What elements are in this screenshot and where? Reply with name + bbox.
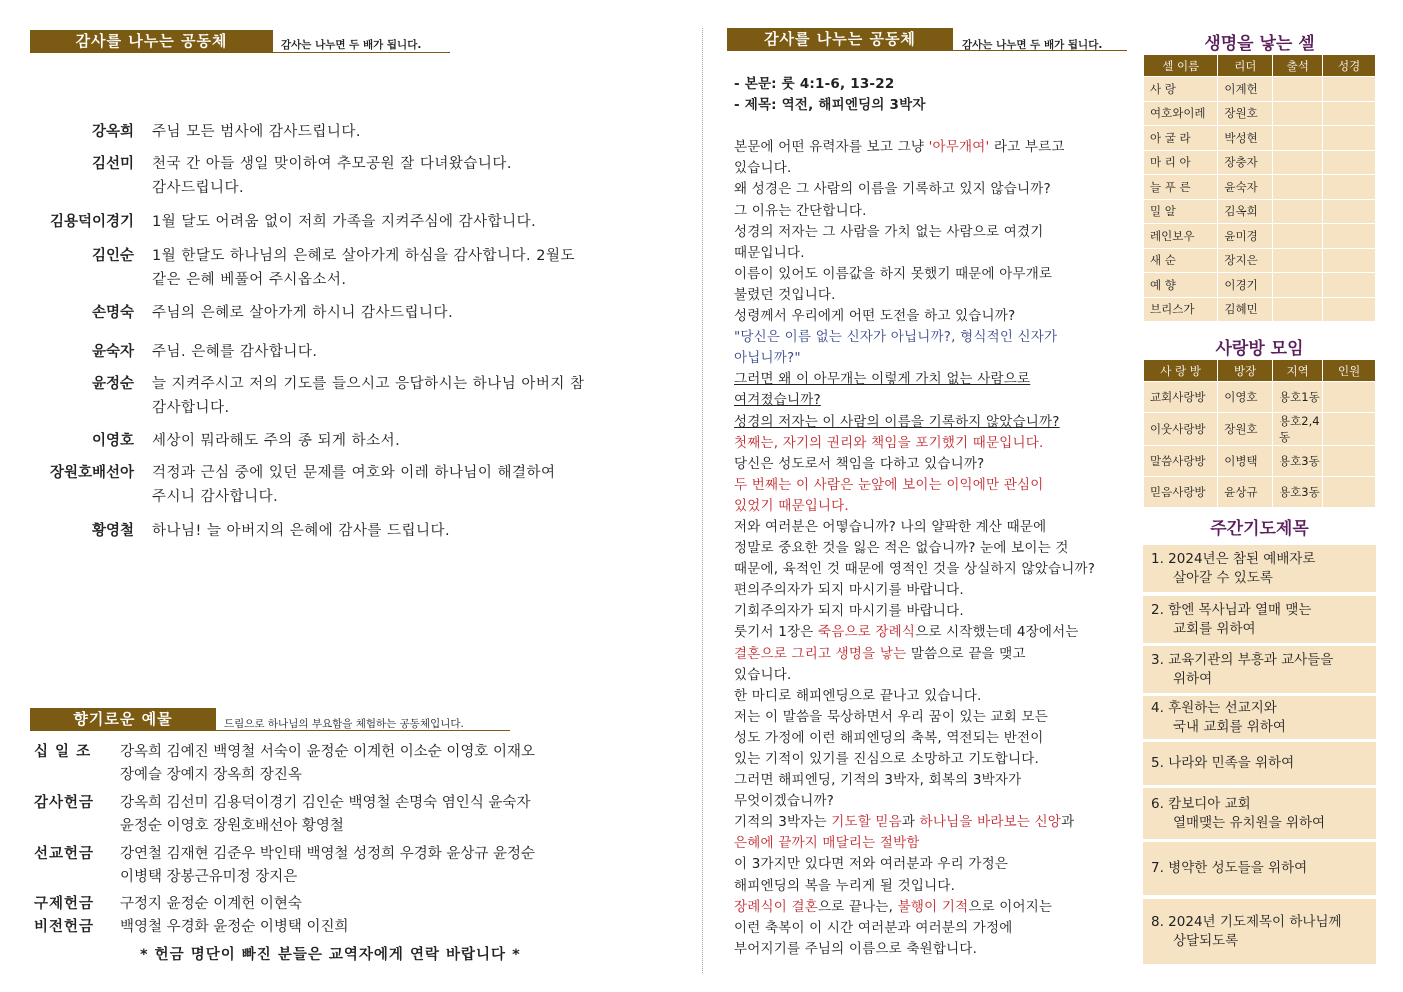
table-cell <box>1273 297 1323 322</box>
sermon-line <box>734 686 1139 707</box>
prayer-text <box>1151 913 1342 951</box>
table-cell <box>1273 150 1323 175</box>
table-header-cell: 사 랑 방 <box>1144 360 1218 382</box>
thanks-text <box>152 152 692 200</box>
sermon-segment: 성령께서 우리에게 어떤 도전을 하고 있습니까? <box>734 308 1016 325</box>
prayer-line: 위하여 <box>1173 670 1213 687</box>
prayer-text <box>1151 859 1307 878</box>
table-header-cell: 리더 <box>1218 55 1273 77</box>
table-cell <box>1323 101 1376 126</box>
prayer-line: 4. 후원하는 선교지와 <box>1151 699 1277 716</box>
table-row <box>1144 446 1376 477</box>
offering-notice: * 헌금 명단이 빠진 분들은 교역자에게 연락 바랍니다 * <box>140 947 521 963</box>
table-header-cell: 지역 <box>1273 360 1323 382</box>
table-cell: 장지은 <box>1218 248 1273 273</box>
table-row <box>1144 382 1376 413</box>
sermon-segment: 때문에, 육적인 것 때문에 영적인 것을 상실하지 않았습니까? <box>734 561 1096 578</box>
table-cell: 말씀사랑방 <box>1144 446 1218 477</box>
table-cell: 예 향 <box>1144 273 1218 298</box>
table-cell <box>1323 77 1376 102</box>
table-row <box>1144 273 1376 298</box>
table-row <box>1144 175 1376 200</box>
sermon-line <box>734 201 1139 222</box>
sermon-segment: 으로 이어지는 <box>968 898 1053 915</box>
sermon-line <box>734 601 1139 622</box>
table-cell: 김혜민 <box>1218 297 1273 322</box>
thanks-name: 손명숙 <box>91 305 134 321</box>
thanks-text-line: 주님 모든 범사에 감사드립니다. <box>152 124 362 140</box>
sermon-line <box>734 412 1139 433</box>
room-table <box>1143 359 1376 508</box>
thanks-text-line: 늘 지켜주시고 저의 기도를 들으시고 응답하시는 하나님 아버지 참 <box>152 376 585 392</box>
prayer-line: 열매맺는 유치원을 위하여 <box>1173 814 1326 831</box>
cell-table-title: 생명을 낳는 셀 <box>1204 34 1315 54</box>
thanks-name: 김용덕이경기 <box>49 214 134 230</box>
sermon-line <box>734 918 1139 939</box>
offering-names-line: 구정지 윤정순 이계헌 이현숙 <box>120 896 302 912</box>
table-cell: 이경기 <box>1218 273 1273 298</box>
sermon-title: - 제목: 역전, 해피엔딩의 3박자 <box>734 97 926 114</box>
sermon-line <box>734 390 1139 411</box>
table-cell <box>1273 175 1323 200</box>
prayer-line: 교회를 위하여 <box>1173 620 1256 637</box>
thanks-text-line: 1월 한달도 하나님의 은혜로 살아가게 하심을 감사합니다. 2월도 <box>152 248 575 264</box>
sermon-segment: 두 번째는 이 사람은 눈앞에 보이는 이익에만 관심이 <box>734 476 1044 493</box>
table-row <box>1144 77 1376 102</box>
thanks-text-line: 같은 은혜 베풀어 주시옵소서. <box>152 272 347 288</box>
table-cell <box>1273 248 1323 273</box>
table-cell <box>1323 175 1376 200</box>
sermon-segment: 이런 축복이 이 시간 여러분과 여러분의 가정에 <box>734 919 1013 936</box>
offering-names-line: 강옥희 김선미 김용덕이경기 김인순 백영철 손명숙 염인식 윤숙자 <box>120 795 531 811</box>
offering-section-subtitle: 드림으로 하나님의 부요함을 체험하는 공동체입니다. <box>224 718 464 730</box>
table-cell: 밀 알 <box>1144 199 1218 224</box>
table-header-cell: 출석 <box>1273 55 1323 77</box>
table-cell: 이영호 <box>1218 382 1273 413</box>
thanks-text <box>152 461 692 509</box>
offering-names <box>120 792 680 838</box>
table-cell: 늘 푸 른 <box>1144 175 1218 200</box>
sermon-line <box>734 517 1139 538</box>
sermon-line <box>734 622 1139 643</box>
sermon-segment: 편의주의자가 되지 마시기를 바랍니다. <box>734 582 964 599</box>
sermon-line <box>734 665 1139 686</box>
sermon-line <box>734 222 1139 243</box>
sermon-segment: 불렸던 것입니다. <box>734 286 836 303</box>
sermon-segment: 불행이 기적 <box>897 898 969 915</box>
table-row <box>1144 126 1376 151</box>
table-cell: 믿음사랑방 <box>1144 477 1218 508</box>
table-cell <box>1323 248 1376 273</box>
table-row <box>1144 413 1376 446</box>
sermon-segment: 그러면 해피엔딩, 기적의 3박자, 회복의 3박자가 <box>734 772 1022 789</box>
prayer-text <box>1151 699 1286 737</box>
thanks-section-header: 감사를 나누는 공동체 <box>30 30 273 52</box>
table-cell <box>1323 150 1376 175</box>
thanks-text <box>152 340 692 364</box>
sermon-line <box>734 707 1139 728</box>
offering-header-underline <box>30 730 510 731</box>
sermon-segment: 기도할 믿음 <box>831 814 902 831</box>
table-header-cell: 셀 이름 <box>1144 55 1218 77</box>
room-table-title: 사랑방 모임 <box>1215 339 1304 359</box>
thanks-name: 장원호배선아 <box>49 465 134 481</box>
sermon-segment: 왜 성경은 그 사람의 이름을 기록하고 있지 않습니까? <box>734 181 1051 198</box>
sermon-line <box>734 770 1139 791</box>
sermon-section-header: 감사를 나누는 공동체 <box>727 28 953 50</box>
sermon-line <box>734 538 1139 559</box>
sermon-body <box>734 74 1139 960</box>
table-cell: 이웃사랑방 <box>1144 413 1218 446</box>
prayer-line: 국내 교회를 위하여 <box>1173 718 1286 735</box>
offering-names-line: 윤정순 이영호 장원호배선아 황영철 <box>120 818 344 834</box>
offering-names-line: 장예슬 장예지 장옥희 장진옥 <box>120 767 302 783</box>
thanks-text-line: 걱정과 근심 중에 있던 문제를 여호와 이레 하나님이 해결하여 <box>152 465 556 481</box>
sermon-segment: 정말로 중요한 것을 잃은 적은 없습니까? 눈에 보이는 것 <box>734 540 1069 557</box>
thanks-name: 김인순 <box>91 248 134 264</box>
sermon-line <box>734 454 1139 475</box>
prayer-title: 주간기도제목 <box>1210 519 1309 539</box>
sermon-line <box>734 854 1139 875</box>
sermon-line <box>734 179 1139 200</box>
prayer-text <box>1151 550 1315 588</box>
sermon-line <box>734 644 1139 665</box>
sermon-line <box>734 580 1139 601</box>
table-cell: 교회사랑방 <box>1144 382 1218 413</box>
prayer-item <box>1143 596 1376 643</box>
table-header-row <box>1144 360 1376 382</box>
sermon-segment: 라고 부르고 <box>989 139 1065 156</box>
thanks-text-line: 천국 간 아들 생일 맞이하여 추모공원 잘 다녀왔습니다. <box>152 156 513 172</box>
sermon-segment: 으로 끝나는, <box>817 898 898 915</box>
prayer-item <box>1143 842 1376 895</box>
thanks-text-line: 세상이 뭐라해도 주의 종 되게 하소서. <box>152 433 401 449</box>
table-row <box>1144 248 1376 273</box>
sermon-segment: 있었기 때문입니다. <box>734 497 849 514</box>
table-cell: 장원호 <box>1218 101 1273 126</box>
prayer-line: 8. 2024년 기도제목이 하나님께 <box>1151 913 1342 930</box>
prayer-item <box>1143 788 1376 839</box>
table-cell <box>1323 273 1376 298</box>
thanks-text-line: 주시니 감사합니다. <box>152 489 279 505</box>
thanks-text <box>152 372 692 420</box>
table-row <box>1144 150 1376 175</box>
offering-names-line: 백영철 우경화 윤정순 이병택 이진희 <box>120 919 349 935</box>
table-cell <box>1273 224 1323 249</box>
prayer-text <box>1151 795 1325 833</box>
sermon-segment: 이름이 있어도 이름값을 하지 못했기 때문에 아무개로 <box>734 265 1053 282</box>
prayer-line: 1. 2024년은 참된 예배자로 <box>1151 550 1316 567</box>
sermon-line <box>734 833 1139 854</box>
table-cell <box>1323 477 1376 508</box>
prayer-item <box>1143 545 1376 592</box>
table-cell: 새 순 <box>1144 248 1218 273</box>
sermon-line <box>734 876 1139 897</box>
table-cell: 이병택 <box>1218 446 1273 477</box>
offering-label: 십 일 조 <box>34 744 92 760</box>
sermon-segment: 죽음으로 장례식 <box>817 624 916 641</box>
table-cell: 윤상규 <box>1218 477 1273 508</box>
offering-names-line: 강연철 김재현 김준우 박인태 백영철 성정희 우경화 윤상규 윤정순 <box>120 846 536 862</box>
table-cell: 마 리 아 <box>1144 150 1218 175</box>
sermon-segment: 룻기서 1장은 <box>734 624 818 641</box>
sermon-line <box>734 348 1139 369</box>
sermon-segment: 저는 이 말씀을 묵상하면서 우리 꿈이 있는 교회 모든 <box>734 708 1048 725</box>
table-cell: 레인보우 <box>1144 224 1218 249</box>
sermon-segment: 당신은 성도로서 책임을 다하고 있습니까? <box>734 455 985 472</box>
table-cell: 아 굴 라 <box>1144 126 1218 151</box>
offering-label: 구제헌금 <box>34 896 95 912</box>
sermon-line <box>734 728 1139 749</box>
sermon-segment: 말씀으로 끝을 맺고 <box>906 645 1026 662</box>
sermon-line <box>734 433 1139 454</box>
sermon-segment: 있습니다. <box>734 666 792 683</box>
table-cell: 용호2,4동 <box>1273 413 1323 446</box>
thanks-text-line: 감사드립니다. <box>152 180 245 196</box>
offering-label: 선교헌금 <box>34 846 95 862</box>
table-cell <box>1323 126 1376 151</box>
sermon-segment: 있습니다. <box>734 160 792 177</box>
table-cell: 윤숙자 <box>1218 175 1273 200</box>
thanks-text <box>152 429 692 453</box>
sermon-segment: 으로 시작했는데 4장에서는 <box>915 624 1079 641</box>
table-header-row <box>1144 55 1376 77</box>
table-header-cell: 인원 <box>1323 360 1376 382</box>
thanks-text-line: 주님의 은혜로 살아가게 하시니 감사드립니다. <box>152 305 454 321</box>
sermon-segment: '아무개여' <box>928 139 990 156</box>
thanks-name: 강옥희 <box>91 124 134 140</box>
thanks-name: 이영호 <box>91 433 134 449</box>
sermon-segment: 성경의 저자는 그 사람을 가치 없는 사람으로 여겼기 <box>734 223 1044 240</box>
sermon-segment: 아닙니까?" <box>734 350 801 367</box>
table-cell <box>1273 126 1323 151</box>
thanks-text-line: 주님. 은혜를 감사합니다. <box>152 344 318 360</box>
sermon-section-subtitle: 감사는 나누면 두 배가 됩니다. <box>962 39 1103 51</box>
table-cell <box>1273 199 1323 224</box>
table-cell: 이계헌 <box>1218 77 1273 102</box>
thanks-header-underline <box>30 52 450 53</box>
sermon-segment: 부어지기를 주님의 이름으로 축원합니다. <box>734 940 978 957</box>
sermon-segment: 과 <box>1061 814 1075 831</box>
sermon-segment: 하나님을 바라보는 신앙 <box>919 814 1062 831</box>
thanks-text-line: 감사합니다. <box>152 400 230 416</box>
offering-label: 감사헌금 <box>34 795 95 811</box>
offering-section-header: 향기로운 예물 <box>30 708 216 730</box>
sermon-line <box>734 791 1139 812</box>
prayer-line: 3. 교육기관의 부흥과 교사들을 <box>1151 651 1334 668</box>
sermon-line <box>734 475 1139 496</box>
sermon-segment: 여겨졌습니까? <box>734 392 821 409</box>
sermon-segment: 성도 가정에 이런 해피엔딩의 축복, 역전되는 반전이 <box>734 729 1044 746</box>
thanks-text <box>152 120 692 144</box>
sermon-segment: 있는 기적이 있기를 진심으로 소망하고 기도합니다. <box>734 751 1040 767</box>
sermon-header-underline <box>727 50 1127 51</box>
table-cell: 브리스가 <box>1144 297 1218 322</box>
prayer-text <box>1151 651 1333 689</box>
sermon-segment: 첫째는, 자기의 권리와 책임을 포기했기 때문입니다. <box>734 434 1044 451</box>
table-cell <box>1323 382 1376 413</box>
table-cell <box>1273 273 1323 298</box>
sermon-line <box>734 306 1139 327</box>
prayer-item <box>1143 696 1376 739</box>
offering-names-line: 이병택 장봉근유미정 장지은 <box>120 869 298 885</box>
sermon-segment: 해피엔딩의 복을 누리게 될 것입니다. <box>734 877 956 894</box>
sermon-segment: 장례식이 결혼 <box>734 898 818 915</box>
table-cell <box>1323 446 1376 477</box>
sermon-segment: 기회주의자가 되지 마시기를 바랍니다. <box>734 603 964 620</box>
table-cell: 박성현 <box>1218 126 1273 151</box>
offering-names <box>120 843 680 889</box>
table-cell: 여호와이레 <box>1144 101 1218 126</box>
sermon-line <box>734 812 1139 833</box>
table-cell: 용호3동 <box>1273 477 1323 508</box>
sermon-line <box>734 559 1139 580</box>
table-header-cell: 방장 <box>1218 360 1273 382</box>
sermon-segment: 기적의 3박자는 <box>734 814 832 831</box>
table-cell: 장충자 <box>1218 150 1273 175</box>
prayer-item <box>1143 646 1376 693</box>
sermon-line <box>734 137 1139 158</box>
table-row <box>1144 224 1376 249</box>
table-cell: 용호3동 <box>1273 446 1323 477</box>
table-cell <box>1273 101 1323 126</box>
sermon-segment: 결혼으로 그리고 생명을 낳는 <box>734 645 907 662</box>
table-cell: 사 랑 <box>1144 77 1218 102</box>
prayer-line: 상달되도록 <box>1173 932 1239 949</box>
sermon-line <box>734 496 1139 517</box>
thanks-name: 김선미 <box>91 156 134 172</box>
table-cell <box>1323 199 1376 224</box>
table-cell <box>1323 224 1376 249</box>
offering-names-line: 강옥희 김예진 백영철 서숙이 윤정순 이계헌 이소순 이영호 이재오 <box>120 744 536 760</box>
sermon-segment: 그 이유는 간단합니다. <box>734 202 867 219</box>
table-row <box>1144 297 1376 322</box>
thanks-text <box>152 244 692 292</box>
prayer-line: 살아갈 수 있도록 <box>1173 569 1273 586</box>
sermon-line <box>734 264 1139 285</box>
table-row <box>1144 101 1376 126</box>
prayer-text <box>1151 754 1294 773</box>
sermon-segment: 본문에 어떤 유력자를 보고 그냥 <box>734 139 929 156</box>
sermon-segment: 저와 여러분은 어떻습니까? 나의 얄팍한 계산 때문에 <box>734 518 1047 535</box>
thanks-section-subtitle: 감사는 나누면 두 배가 됩니다. <box>281 39 422 51</box>
table-cell <box>1273 77 1323 102</box>
table-cell <box>1323 413 1376 446</box>
sermon-line <box>734 285 1139 306</box>
thanks-text <box>152 519 692 543</box>
sermon-line <box>734 369 1139 390</box>
table-cell: 김옥희 <box>1218 199 1273 224</box>
thanks-name: 윤숙자 <box>91 344 134 360</box>
thanks-text <box>152 210 692 234</box>
table-cell <box>1323 297 1376 322</box>
thanks-text <box>152 301 692 325</box>
prayer-item <box>1143 742 1376 785</box>
table-cell: 용호1동 <box>1273 382 1323 413</box>
sermon-segment: 무엇이겠습니까? <box>734 793 835 810</box>
table-row <box>1144 199 1376 224</box>
table-row <box>1144 477 1376 508</box>
sermon-segment: "당신은 이름 없는 신자가 아닙니까?, 형식적인 신자가 <box>734 329 1058 346</box>
thanks-name: 윤정순 <box>91 376 134 392</box>
offering-names <box>120 741 680 787</box>
sermon-segment: 한 마디로 해피엔딩으로 끝나고 있습니다. <box>734 687 982 704</box>
thanks-text-line: 하나님! 늘 아버지의 은혜에 감사를 드립니다. <box>152 523 451 539</box>
sermon-spacer <box>734 116 1139 137</box>
offering-names <box>120 893 680 916</box>
prayer-line: 2. 함엔 목사님과 열매 맺는 <box>1151 601 1312 618</box>
offering-names <box>120 916 680 939</box>
sermon-line <box>734 327 1139 348</box>
prayer-line: 5. 나라와 민족을 위하여 <box>1151 755 1295 771</box>
prayer-item <box>1143 899 1376 964</box>
offering-label: 비전헌금 <box>34 919 95 935</box>
page-divider <box>702 28 703 973</box>
thanks-name: 황영철 <box>91 523 134 539</box>
thanks-text-line: 1월 달도 어려움 없이 저희 가족을 지켜주심에 감사합니다. <box>152 214 537 230</box>
table-cell: 장원호 <box>1218 413 1273 446</box>
sermon-segment: 이 3가지만 있다면 저와 여러분과 우리 가정은 <box>734 856 1009 873</box>
sermon-line <box>734 939 1139 960</box>
sermon-segment: 과 <box>901 814 920 831</box>
sermon-line <box>734 897 1139 918</box>
sermon-segment: 그러면 왜 이 아무개는 이렇게 가치 없는 사람으로 <box>734 371 1031 388</box>
table-header-cell: 성경 <box>1323 55 1376 77</box>
sermon-passage: - 본문: 룻 4:1-6, 13-22 <box>734 76 895 92</box>
cell-table <box>1143 54 1376 322</box>
prayer-line: 6. 캄보디아 교회 <box>1151 795 1251 812</box>
sermon-segment: 때문입니다. <box>734 244 805 261</box>
sermon-text <box>734 137 1139 960</box>
sermon-segment: 성경의 저자는 이 사람의 이름을 기록하지 않았습니까? <box>734 413 1060 430</box>
table-cell: 윤미경 <box>1218 224 1273 249</box>
sermon-line <box>734 749 1139 770</box>
prayer-text <box>1151 601 1311 639</box>
sermon-line <box>734 243 1139 264</box>
sermon-line <box>734 158 1139 179</box>
prayer-line: 7. 병약한 성도들을 위하여 <box>1151 860 1308 876</box>
sermon-segment: 은혜에 끝까지 매달리는 절박함 <box>734 835 920 852</box>
